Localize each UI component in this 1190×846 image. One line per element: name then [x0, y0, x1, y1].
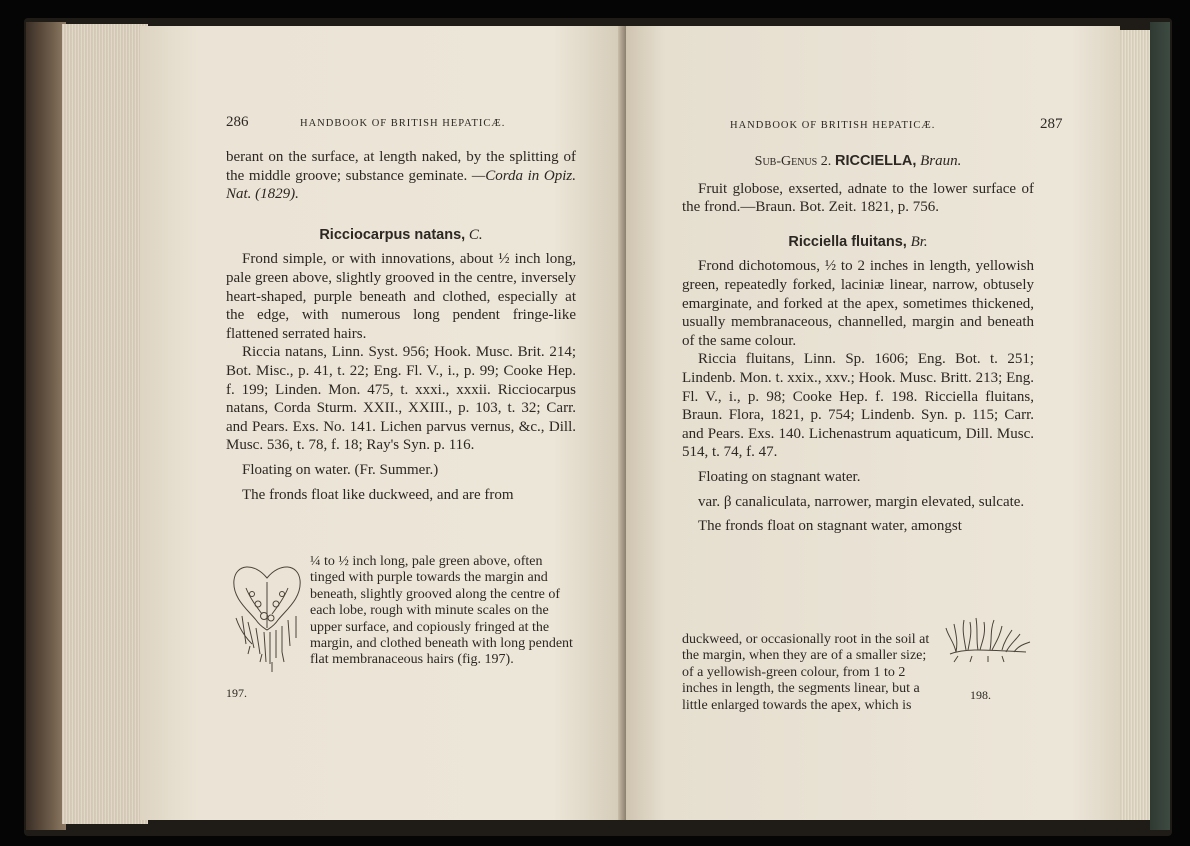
right-variety: var. β canaliculata, narrower, margin elevated, sulcate.	[698, 493, 1025, 510]
right-note-wrapped: duckweed, or occasionally root in the soil at the margin, when they are of a smaller size; of a yellowish-green colour, from 1 to 2 inches in length, the segments linear, but a little enlarged towards the apex, which is	[682, 632, 930, 713]
left-page-number: 286	[226, 114, 249, 130]
left-running-head: HANDBOOK OF BRITISH HEPATICÆ.	[300, 118, 506, 129]
right-synonymy: Riccia fluitans, Linn. Sp. 1606; Eng. Bot. t. 251; Lindenb. Mon. t. xxix., xxv.; Hook. Musc. Britt. 213; Eng. Fl. V., i., p. 98; Cooke Hep. f. 198. Ricciella fluitans, Braun. Flora, 1821, p. 754; Lindenb. Syn. p. 115; Carr. and Pears. Exs. 140. Lichenastrum aquaticum, Dill. Musc. 514, t. 74, f. 47.	[682, 351, 1034, 461]
left-opening-text: berant on the surface, at length naked, by the splitting of the middle groove; substance geminate.	[226, 149, 576, 184]
left-page-body	[226, 148, 576, 504]
right-note-first-line: The fronds float on stagnant water, amongst	[698, 518, 962, 535]
riccia-natans-illustration	[226, 558, 308, 676]
page-edges-right	[1118, 30, 1152, 820]
right-subgenus-name: RICCIELLA,	[834, 153, 917, 169]
left-note-first-line: The fronds float like duckweed, and are from	[242, 486, 514, 503]
left-description: Frond simple, or with innovations, about ½ inch long, pale green above, slightly grooved in the centre, inversely heart-shaped, purple beneath and clothed, especially at the edge, with numerous long pendent fringe-like flattened serrated hairs.	[226, 251, 576, 342]
right-habitat: Floating on stagnant water.	[698, 468, 861, 485]
book-cover-left	[26, 22, 66, 830]
left-species-author: C.	[468, 226, 483, 243]
page-edges-left	[62, 24, 148, 824]
right-figure-number: 198.	[970, 688, 991, 702]
left-opening-paragraph	[226, 148, 576, 204]
left-synonymy: Riccia natans, Linn. Syst. 956; Hook. Musc. Brit. 214; Bot. Misc., p. 41, t. 22; Eng. Fl. V., i., p. 99; Cooke Hep. f. 199; Linden. Mon. 475, t. xxxi., xxxii. Ricciocarpus natans, Corda Sturm. XXII., XXIII., p. 103, t. 32; Carr. and Pears. Exs. No. 141. Lichen parvus vernus, &c., Dill. Musc. 536, t. 78, f. 18; Ray's Syn. p. 116.	[226, 344, 576, 454]
ricciella-fluitans-illustration	[942, 612, 1034, 664]
right-description: Frond dichotomous, ½ to 2 inches in length, yellowish green, repeatedly forked, laciniæ linear, narrow, obtusely emarginate, and forked at the apex, sometimes thickened, usually membranaceous, channelled, margin and beneath of the same colour.	[682, 258, 1034, 349]
left-note-wrapped: ¼ to ½ inch long, pale green above, often tinged with purple towards the margin and beneath, slightly grooved along the centre of each lobe, rough with minute scales on the upper surface, and copiously fringed at the margin, and clothed beneath with long pendent flat membranaceous hairs (fig. 197).	[310, 554, 573, 668]
right-subgenus-author: Braun.	[920, 153, 962, 169]
right-page-body	[682, 152, 1034, 536]
right-species-heading	[682, 233, 1034, 252]
right-subgenus-heading	[682, 152, 1034, 172]
left-species-heading	[226, 226, 576, 245]
left-species-name: Ricciocarpus natans,	[319, 226, 466, 243]
left-figure-number: 197.	[226, 686, 247, 700]
left-habitat: Floating on water. (Fr. Summer.)	[242, 461, 439, 478]
right-running-head: HANDBOOK OF BRITISH HEPATICÆ.	[730, 120, 936, 131]
right-subgenus-description: Fruit globose, exserted, adnate to the lower surface of the frond.—Braun. Bot. Zeit. 1821, p. 756.	[682, 180, 1034, 216]
left-opening-citation: —Corda in Opiz. Nat. (1829).	[226, 167, 576, 203]
right-species-name: Ricciella fluitans,	[788, 233, 907, 250]
right-page-number: 287	[1040, 116, 1063, 132]
right-subgenus-prefix: Sub-Genus 2.	[754, 154, 832, 169]
book-cover-right	[1150, 22, 1170, 830]
right-species-author: Br.	[910, 233, 928, 250]
